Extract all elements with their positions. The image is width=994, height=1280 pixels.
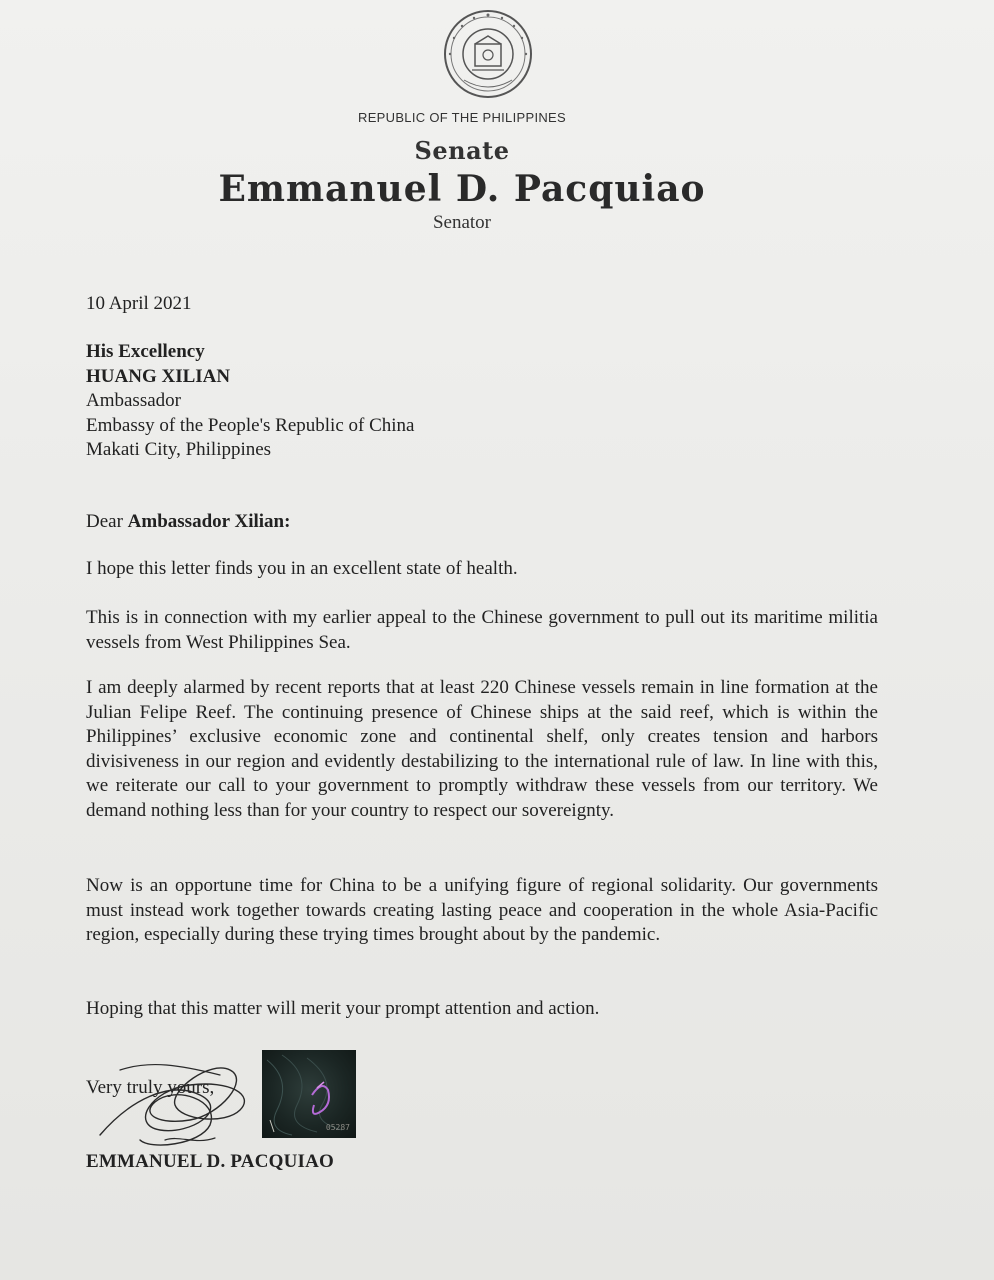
recipient-location: Makati City, Philippines xyxy=(86,439,272,460)
signer-name: EMMANUEL D. PACQUIAO xyxy=(86,1151,335,1172)
recipient-name: HUANG XILIAN xyxy=(86,365,231,387)
letterhead-name: Emmanuel D. Pacquiao xyxy=(218,168,706,210)
salutation-name: Ambassador Xilian: xyxy=(127,511,291,532)
paragraph-concern: I am deeply alarmed by recent reports that at least 220 Chinese vessels remain in line formation at the Julian Felipe Reef. The continuing presence of Chinese ships at the said reef, which is within the Philippines’ exclusive economic zone and continental shelf, only creates tension and harbors divisiveness in our region and evidently destabilizing to the international rule of law. In line with this, we reiterate our call to your government to promptly withdraw these vessels from our territory. We demand nothing less than for your country to respect our sovereignty. xyxy=(86,677,878,821)
paragraph-appeal: Now is an opportune time for China to be a unifying figure of regional solidarity. Our governments must instead work together towards creating lasting peace and cooperation in the whole Asia-Pacific region, especially during these trying times brought about by the pandemic. xyxy=(86,875,878,945)
paragraph-context: This is in connection with my earlier appeal to the Chinese government to pull out its maritime militia vessels from West Philippines Sea. xyxy=(86,607,878,653)
salutation xyxy=(86,510,290,535)
recipient-organization: Embassy of the People's Republic of China xyxy=(86,414,415,436)
complimentary-close: Very truly yours, xyxy=(86,1077,215,1098)
senate-seal-icon xyxy=(442,8,534,100)
hologram-serial: 05287 xyxy=(325,1123,350,1132)
letterhead-republic: REPUBLIC OF THE PHILIPPINES xyxy=(358,110,566,125)
recipient-honorific: His Excellency xyxy=(86,341,205,362)
paragraph-closing-request: Hoping that this matter will merit your prompt attention and action. xyxy=(86,998,600,1019)
hologram-sticker xyxy=(262,1050,356,1138)
recipient-address xyxy=(86,340,414,463)
handwritten-signature-icon xyxy=(80,1040,280,1160)
paragraph-greeting: I hope this letter finds you in an excellent state of health. xyxy=(86,558,518,579)
letterhead-chamber: Senate xyxy=(414,136,510,165)
salutation-prefix: Dear xyxy=(86,511,128,532)
recipient-position: Ambassador xyxy=(86,390,181,411)
letterhead-title: Senator xyxy=(432,212,492,233)
letter-date: 10 April 2021 xyxy=(86,293,192,314)
